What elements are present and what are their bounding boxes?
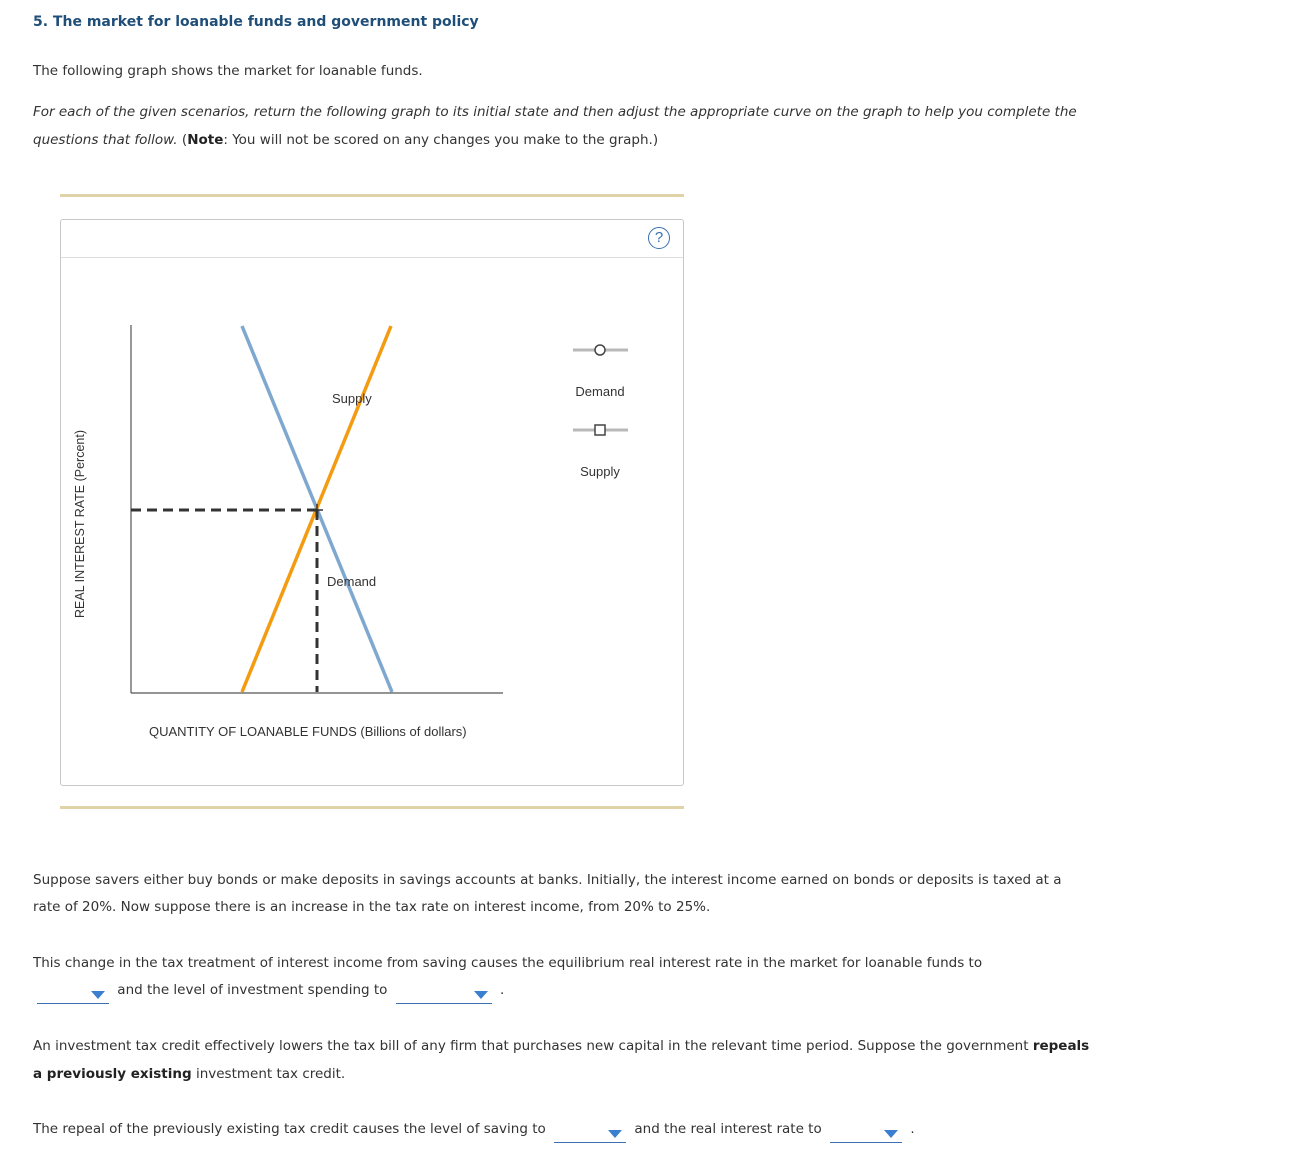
instructions-italic: For each of the given scenarios, return the following graph to its initial state and then adjust the appropriate curve on the graph to help you complete the questions that follow. [33,104,1077,148]
supply-tool[interactable] [573,425,628,479]
note-rest: : You will not be scored on any changes you make to the graph.) [223,132,659,148]
q2-saving-dropdown[interactable] [554,1124,626,1143]
q1-interest-rate-dropdown[interactable] [37,985,109,1004]
top-divider [60,194,684,197]
square-marker-icon [595,425,605,435]
q1-end: . [500,982,505,998]
supply-curve-label: Supply [332,391,372,406]
instructions-text [33,98,1093,154]
note-open: ( [181,132,188,148]
chevron-down-icon [608,1130,622,1138]
bottom-divider [60,806,684,809]
q2-part2: and the real interest rate to [634,1121,822,1137]
loanable-funds-graph[interactable] [61,220,683,785]
scenario2-rest: investment tax credit. [195,1066,346,1082]
question1 [33,950,1093,1004]
note-bold: Note [187,132,224,148]
legend-demand-label: Demand [575,384,625,399]
legend-supply-label: Supply [580,464,620,479]
q2-end: . [910,1121,915,1137]
scenario1-text: Suppose savers either buy bonds or make deposits in savings accounts at banks. Initially, the interest income earned on bonds or deposits is taxed at a rate of 20%. Now suppose there is an increase in the tax rate on interest income, from 20% to 25%. [33,872,1062,915]
chevron-down-icon [884,1130,898,1138]
intro-text: The following graph shows the market for loanable funds. [33,63,423,79]
y-axis-label: REAL INTEREST RATE (Percent) [73,429,87,618]
demand-tool[interactable] [573,345,628,399]
q2-interest-rate-dropdown[interactable] [830,1124,902,1143]
scenario2-text [33,1032,1093,1088]
question2 [33,1115,1133,1143]
q1-part1: This change in the tax treatment of interest income from saving causes the equilibrium real interest rate in the market for loanable funds to [33,955,983,971]
x-axis-label: QUANTITY OF LOANABLE FUNDS (Billions of dollars) [149,724,467,739]
scenario2-bold: repeals a previously existing [33,1038,1090,1082]
scenario2-main: An investment tax credit effectively lowers the tax bill of any firm that purchases new capital in the relevant time period. Suppose the government [33,1038,1029,1054]
help-icon[interactable]: ? [648,227,670,249]
chevron-down-icon [474,991,488,999]
q2-part1: The repeal of the previously existing tax credit causes the level of saving to [33,1121,546,1137]
question-title: 5. The market for loanable funds and government policy [33,14,479,30]
chevron-down-icon [91,991,105,999]
circle-marker-icon [595,345,605,355]
graph-panel[interactable] [60,219,684,786]
q1-part2: and the level of investment spending to [117,982,388,998]
q1-investment-dropdown[interactable] [396,985,492,1004]
demand-curve-label: Demand [327,574,377,589]
